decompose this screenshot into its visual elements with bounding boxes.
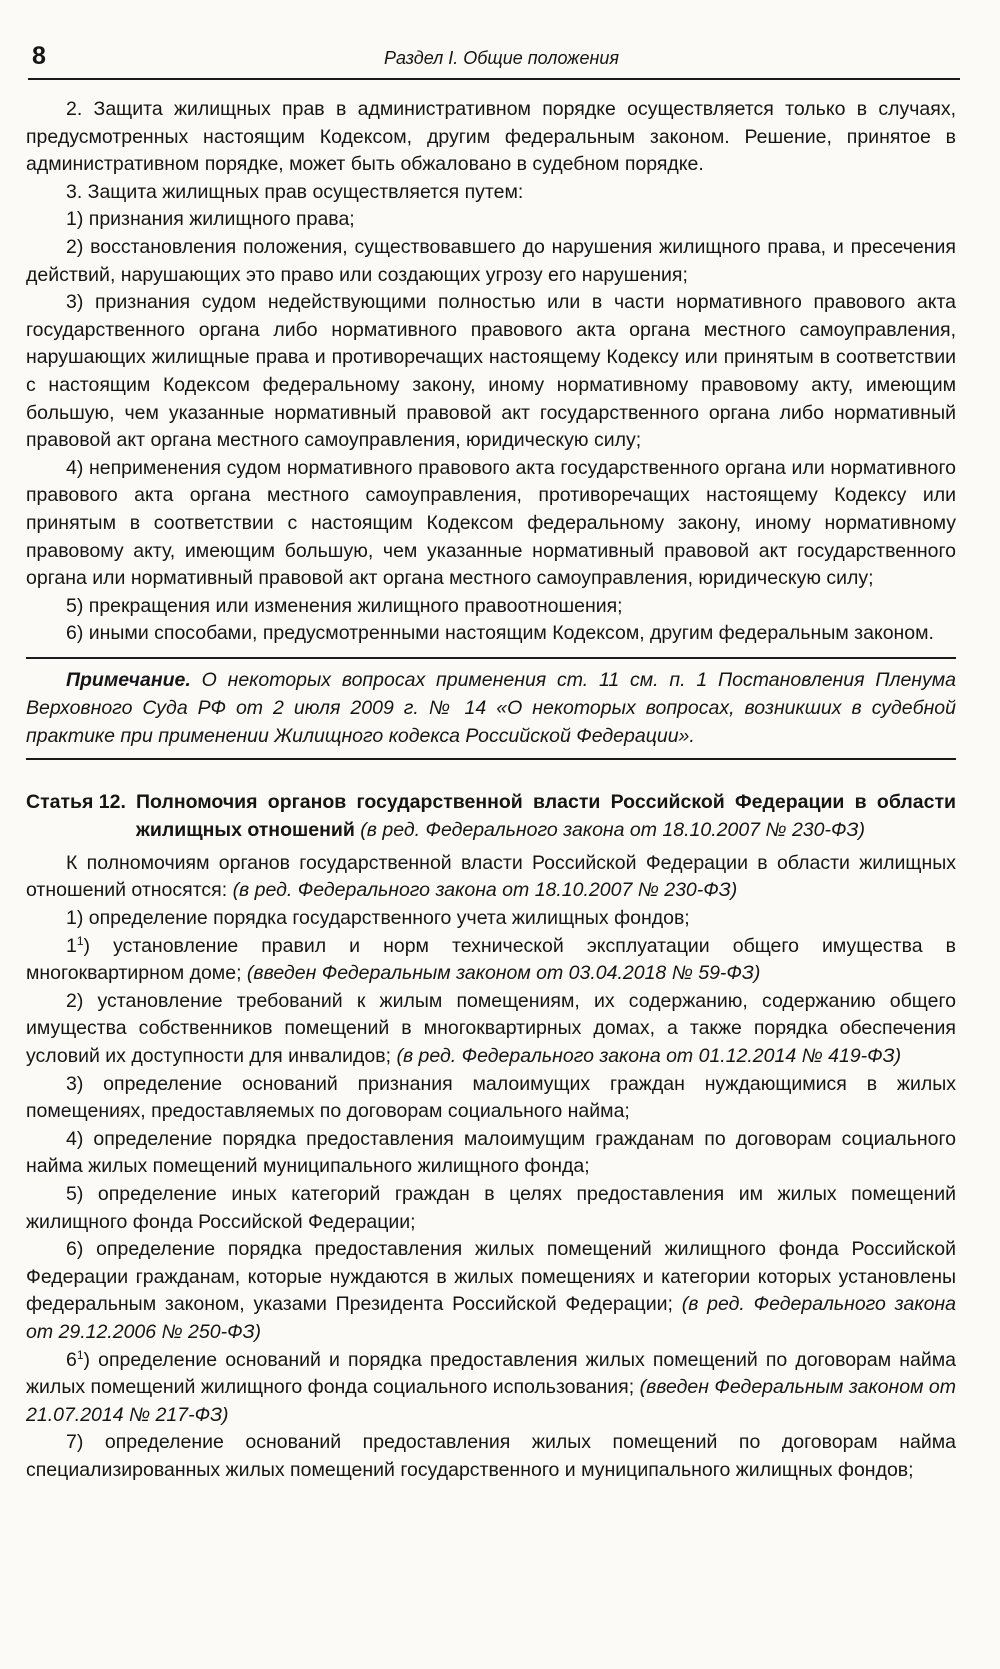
article-title-block [136,788,956,844]
edition-note: (в ред. Федерального закона от 29.12.2006 № 250-ФЗ) [26,1293,956,1343]
article-redaction: (в ред. Федерального закона от 18.10.2007 № 230-ФЗ) [360,818,865,841]
list-item: 5) прекращения или изменения жилищного правоотношения; [66,594,623,617]
superscript: 1 [76,933,84,948]
note [26,666,956,750]
list-item: К полномочиям органов государственной власти Российской Федерации в области жилищных отношений относятся: (в ред. Федерального закона от 18.10.2007 № 230-ФЗ) [26,851,956,902]
list-item: $1^1$) установление правил и норм технической эксплуатации общего имущества в многоквартирном доме; (введен Федеральным законом от 03.04.2018 № 59-ФЗ) [26,933,956,985]
list-item: 3) определение оснований признания малоимущих граждан нуждающимися в жилых помещениях, предоставляемых по договорам социального найма; [26,1072,956,1123]
edition-note: (введен Федеральным законом от 21.07.2014 № 217-ФЗ) [26,1376,956,1426]
running-head: Раздел I. Общие положения [384,48,619,68]
note-divider-top [26,657,956,659]
list-item: 4) определение порядка предоставления малоимущим гражданам по договорам социального найма жилых помещений муниципального жилищного фонда; [26,1127,956,1178]
article-title: Полномочия органов государственной власти Российской Федерации в области жилищных отношений [136,790,956,841]
page-number: 8 [32,42,46,70]
list-item: 5) определение иных категорий граждан в целях предоставления им жилых помещений жилищного фонда Российской Федерации; [26,1183,956,1233]
edition-note: (введен Федеральным законом от 03.04.2018 № 59-ФЗ) [246,962,761,985]
list-item: 2) восстановления положения, существовавшего до нарушения жилищного права, и пресечения действий, нарушающих это право или создающих угрозу его нарушения; [26,235,956,286]
edition-note: (в ред. Федерального закона от 01.12.2014 № 419-ФЗ) [396,1045,902,1068]
paragraph: 2. Защита жилищных прав в административном порядке осуществляется только в случаях, предусмотренных настоящим Кодексом, другим федеральным законом. Решение, принятое в административном порядке, может быть обжаловано в судебном порядке. [26,98,956,176]
list-item: 1) признания жилищного права; [66,208,355,231]
list-item: 6) определение порядка предоставления жилых помещений жилищного фонда Российской Федерации гражданам, которые нуждаются в жилых помещениях и категории которых установлены федеральным законом, указами Президента Российской Федерации; (в ред. Федерального закона от 29.12.2006 № 250-ФЗ) [26,1238,956,1343]
list-item: $6^1$) определение оснований и порядка предоставления жилых помещений по договорам найма жилых помещений жилищного фонда социального использования; (введен Федеральным законом от 21.07.2014 № 217-ФЗ) [26,1347,956,1426]
list-item: 7) определение оснований предоставления жилых помещений по договорам найма специализированных жилых помещений государственного и муниципального жилищных фондов; [26,1431,956,1481]
note-label: Примечание. [66,668,191,691]
list-item: 2) установление требований к жилым помещениям, их содержанию, содержанию общего имущества собственников помещений в многоквартирных домах, а также порядка обеспечения условий их доступности для инвалидов; (в ред. Федерального закона от 01.12.2014 № 419-ФЗ) [26,989,956,1068]
list-item: 1) определение порядка государственного учета жилищных фондов; [66,907,690,930]
note-text: О некоторых вопросах применения ст. 11 см. п. 1 Постановления Пленума Верховного Суда РФ от 2 июля 2009 г. № 14 «О некоторых вопросах, возникших в судебной практике при применении Жилищного кодекса Российской Федерации». [26,668,957,747]
edition-note: (в ред. Федерального закона от 18.10.2007 № 230-ФЗ) [232,879,738,902]
page-body [26,96,956,1485]
list-item: 4) неприменения судом нормативного правового акта государственного органа или нормативного правового акта органа местного самоуправления, противоречащих настоящему Кодексу или принятым в соответствии с настоящим Кодексом федеральному закону, иному нормативному правовому акту, имеющим большую, чем указанные нормативный правовой акт государственного органа или нормативный правовой акт органа местного самоуправления, юридическую силу; [26,456,956,590]
paragraph: 3. Защита жилищных прав осуществляется путем: [66,180,524,203]
list-item: 3) признания судом недействующими полностью или в части нормативного правового акта государственного органа либо нормативного правового акта органа местного самоуправления, нарушающих жилищные права и противоречащих настоящему Кодексу или принятым в соответствии с настоящим Кодексом федеральному закону, иному нормативному правовому акту, имеющим большую, чем указанные нормативный правовой акт государственного органа либо нормативный правовой акт органа местного самоуправления, юридическую силу; [26,291,956,452]
list-item: 6) иными способами, предусмотренными настоящим Кодексом, другим федеральным законом. [66,622,934,645]
note-divider-bottom [26,758,956,760]
article-heading [26,788,956,844]
page-header [28,38,960,80]
article-number: Статья 12. [26,790,126,813]
superscript: 1 [76,1347,84,1362]
